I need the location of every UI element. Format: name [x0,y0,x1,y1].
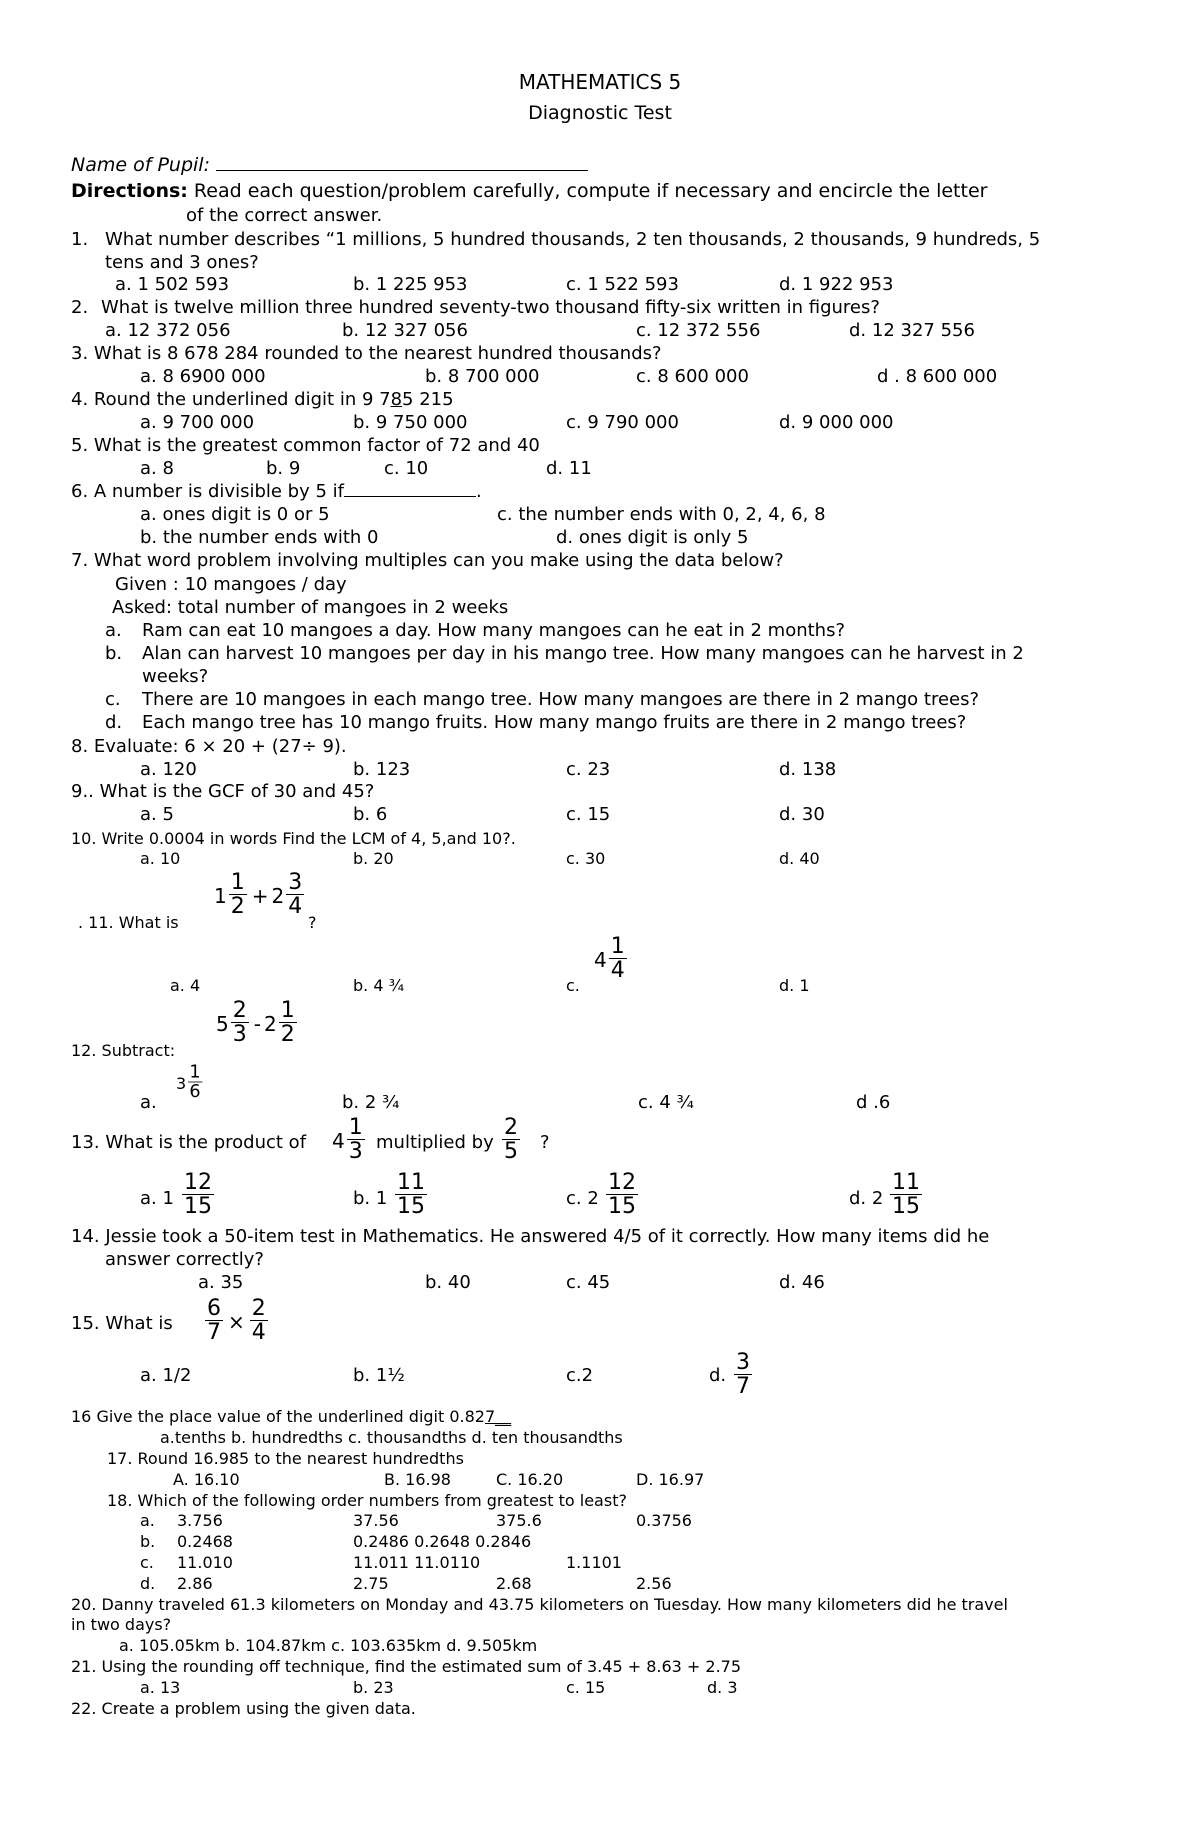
q3-text: 3. What is 8 678 284 rounded to the nearest hundred thousands? [71,343,662,364]
q1-option-c[interactable]: c. 1 522 593 [566,274,679,295]
q9-option-b[interactable]: b. 6 [353,804,388,825]
q7-option-a-letter[interactable]: a. [105,620,122,641]
q4-option-c[interactable]: c. 9 790 000 [566,412,679,433]
q18-text: 18. Which of the following order numbers from greatest to least? [107,1491,627,1510]
q7-option-b-letter[interactable]: b. [105,643,123,664]
q18-row-c-label[interactable]: c. [140,1553,154,1572]
q13-option-b[interactable]: b. 1 [353,1188,388,1209]
q6-text [71,481,482,503]
q3-option-d[interactable]: d . 8 600 000 [877,366,998,387]
q12-option-c[interactable]: c. 4 ¾ [638,1092,694,1113]
q17-text: 17. Round 16.985 to the nearest hundredths [107,1449,464,1468]
q11-text: . 11. What is [78,913,179,932]
q21-option-c[interactable]: c. 15 [566,1678,606,1697]
directions-label: Directions: [71,180,188,202]
q7-asked: Asked: total number of mangoes in 2 weeks [112,597,509,618]
q12-option-a[interactable]: a. [140,1092,157,1113]
q17-option-d[interactable]: D. 16.97 [636,1470,705,1489]
q18-row-b-v1: 0.2468 [177,1532,233,1551]
q2-option-d[interactable]: d. 12 327 556 [849,320,975,341]
q5-option-c[interactable]: c. 10 [384,458,429,479]
q10-option-a[interactable]: a. 10 [140,849,181,868]
q7-given: Given : 10 mangoes / day [115,574,347,595]
q11-c-fraction: $\frac{1}{4}$ [610,934,625,983]
q8-option-a[interactable]: a. 120 [140,759,197,780]
q12-whole-2: 2 [263,1011,277,1036]
q20-options[interactable]: a. 105.05km b. 104.87km c. 103.635km d. 9.505km [119,1636,538,1655]
q21-option-a[interactable]: a. 13 [140,1678,181,1697]
q18-row-a-v1: 3.756 [177,1511,223,1530]
q18-row-a-label[interactable]: a. [140,1511,155,1530]
q11-option-b[interactable]: b. 4 ¾ [353,976,405,995]
q15-option-a[interactable]: a. 1/2 [140,1365,192,1386]
q11-whole-2: 2 [271,883,285,908]
q8-option-d[interactable]: d. 138 [779,759,837,780]
q6-option-c[interactable]: c. the number ends with 0, 2, 4, 6, 8 [497,504,826,525]
q7-option-c-letter[interactable]: c. [105,689,121,710]
q21-option-d[interactable]: d. 3 [707,1678,738,1697]
q1-text-2: tens and 3 ones? [105,252,259,273]
q11-c-whole: 4 [594,947,607,972]
q13-option-d[interactable]: d. 2 [849,1188,884,1209]
q4-text-post: 5 215 [402,389,454,410]
q20-text-2: in two days? [71,1615,172,1634]
q15-operator: × [228,1309,245,1334]
q14-option-c[interactable]: c. 45 [566,1272,611,1293]
directions-line-2: of the correct answer. [186,205,383,226]
q13-d-frac: $\frac{11}{15}$ [892,1170,920,1219]
page-title: MATHEMATICS 5 [518,70,682,94]
q15-option-d[interactable]: d. [709,1365,727,1386]
q13-option-d-fraction[interactable] [888,1172,924,1219]
q18-row-d-v3: 2.68 [496,1574,532,1593]
q20-text-1: 20. Danny traveled 61.3 kilometers on Monday and 43.75 kilometers on Tuesday. How many kilometers did he travel [71,1595,1008,1614]
q7-option-d[interactable]: Each mango tree has 10 mango fruits. How many mango fruits are there in 2 mango trees? [142,712,967,733]
q9-option-c[interactable]: c. 15 [566,804,611,825]
q16-text-pre: 16 Give the place value of the underlined digit 0.82 [71,1407,485,1426]
q15-f1: $\frac{6}{7}$ [207,1296,221,1345]
q10-option-c[interactable]: c. 30 [566,849,606,868]
q16-text [71,1406,511,1428]
name-blank-line[interactable] [216,170,588,171]
q18-row-a-v2: 37.56 [353,1511,399,1530]
q11-option-a[interactable]: a. 4 [170,976,201,995]
q12-a-fraction: $\frac{1}{6}$ [189,1062,201,1102]
q11-question-mark: ? [308,913,317,932]
q12-fraction-1: $\frac{2}{3}$ [232,998,247,1047]
q2-text: What is twelve million three hundred seventy-two thousand fifty-six written in figures? [101,297,880,318]
q13-option-c[interactable]: c. 2 [566,1188,599,1209]
q15-option-d-fraction[interactable] [732,1352,754,1399]
q3-option-a[interactable]: a. 8 6900 000 [140,366,266,387]
q7-option-b[interactable]: Alan can harvest 10 mangoes per day in his mango tree. How many mangoes can he harvest in 2 [142,643,1024,664]
q6-option-b[interactable]: b. the number ends with 0 [140,527,379,548]
q1-number: 1. [71,229,89,250]
q11-option-d[interactable]: d. 1 [779,976,810,995]
q9-text: 9.. What is the GCF of 30 and 45? [71,781,375,802]
q13-b-frac: $\frac{11}{15}$ [397,1170,425,1219]
q6-text-end: . [476,481,482,502]
q12-fraction-2: $\frac{1}{2}$ [280,998,295,1047]
q12-option-a-fraction[interactable] [176,1064,204,1102]
q11-operator: + [251,883,269,908]
q16-underlined-digit: 7__ [484,1407,512,1426]
q2-option-a[interactable]: a. 12 372 056 [105,320,231,341]
q17-option-b[interactable]: B. 16.98 [384,1470,451,1489]
q18-row-c-v1: 11.010 [177,1553,233,1572]
q21-option-b[interactable]: b. 23 [353,1678,394,1697]
q12-text: 12. Subtract: [71,1041,176,1060]
q11-fraction-1: $\frac{1}{2}$ [230,870,245,919]
q18-row-a-v3: 375.6 [496,1511,542,1530]
q17-option-a[interactable]: A. 16.10 [173,1470,240,1489]
q13-option-b-fraction[interactable] [393,1172,429,1219]
q8-option-b[interactable]: b. 123 [353,759,411,780]
q14-option-a[interactable]: a. 35 [198,1272,244,1293]
q15-expression [203,1298,270,1345]
q18-row-c-v2: 11.011 11.0110 [353,1553,481,1572]
q17-option-c[interactable]: C. 16.20 [496,1470,564,1489]
q7-option-a[interactable]: Ram can eat 10 mangoes a day. How many mangoes can he eat in 2 months? [142,620,846,641]
q1-option-a[interactable]: a. 1 502 593 [115,274,230,295]
q8-text: 8. Evaluate: 6 × 20 + (27÷ 9). [71,736,347,757]
q18-row-b-label[interactable]: b. [140,1532,156,1551]
q3-option-b[interactable]: b. 8 700 000 [425,366,540,387]
q15-f2: $\frac{2}{4}$ [251,1296,266,1345]
q18-row-d-v4: 2.56 [636,1574,672,1593]
q13-option-a[interactable]: a. 1 [140,1188,174,1209]
q13-f2: $\frac{2}{5}$ [504,1115,518,1164]
q15-option-c[interactable]: c.2 [566,1365,594,1386]
q13-text-1: 13. What is the product of [71,1132,307,1153]
q2-option-b[interactable]: b. 12 327 056 [342,320,468,341]
name-label: Name of Pupil: [71,154,210,176]
q10-option-b[interactable]: b. 20 [353,849,394,868]
q4-text-pre: 4. Round the underlined digit in 9 7 [71,389,391,410]
q7-option-b-cont[interactable]: weeks? [142,666,209,687]
q4-text [71,389,454,411]
q6-option-d[interactable]: d. ones digit is only 5 [556,527,749,548]
q12-option-d[interactable]: d .6 [856,1092,891,1113]
q13-question-mark: ? [540,1132,550,1153]
q10-text: 10. Write 0.0004 in words Find the LCM of 4, 5,and 10?. [71,829,516,848]
q18-row-d-v2: 2.75 [353,1574,389,1593]
q11-whole-1: 1 [214,883,227,908]
q13-f1-whole: 4 [332,1128,345,1153]
q11-option-c[interactable]: c. [566,976,580,995]
q10-option-d[interactable]: d. 40 [779,849,820,868]
q12-expression [216,1000,299,1047]
q14-text-2: answer correctly? [105,1249,264,1270]
q12-option-b[interactable]: b. 2 ¾ [342,1092,400,1113]
q16-options[interactable]: a.tenths b. hundredths c. thousandths d. ten thousandths [160,1428,623,1447]
q13-fraction-1 [332,1117,367,1164]
q6-answer-blank[interactable] [344,496,476,497]
q13-f1: $\frac{1}{3}$ [348,1115,363,1164]
q18-row-d-label[interactable]: d. [140,1574,156,1593]
q15-option-b[interactable]: b. 1½ [353,1365,405,1386]
q4-option-b[interactable]: b. 9 750 000 [353,412,468,433]
q11-fraction-2: $\frac{3}{4}$ [288,870,303,919]
q1-text-1: What number describes “1 millions, 5 hundred thousands, 2 ten thousands, 2 thousands, 9 hundreds, 5 [105,229,1041,250]
q6-text-main: 6. A number is divisible by 5 if [71,481,344,502]
q6-option-a[interactable]: a. ones digit is 0 or 5 [140,504,330,525]
q15-d-frac: $\frac{3}{7}$ [736,1350,750,1399]
q18-row-c-v4: 1.1101 [566,1553,622,1572]
q14-option-d[interactable]: d. 46 [779,1272,825,1293]
q11-option-c-fraction[interactable] [594,936,629,983]
q2-option-c[interactable]: c. 12 372 556 [636,320,761,341]
directions-text-1: Read each question/problem carefully, compute if necessary and encircle the letter [187,180,988,202]
q18-row-a-v4: 0.3756 [636,1511,692,1530]
q13-c-frac: $\frac{12}{15}$ [608,1170,636,1219]
q14-option-b[interactable]: b. 40 [425,1272,471,1293]
q3-option-c[interactable]: c. 8 600 000 [636,366,749,387]
q13-option-c-fraction[interactable] [604,1172,640,1219]
q8-option-c[interactable]: c. 23 [566,759,611,780]
q4-underlined-digit: 8 [390,389,403,410]
directions-line-1 [71,180,987,202]
q12-a-whole: 3 [176,1073,187,1093]
q7-option-c[interactable]: There are 10 mangoes in each mango tree. How many mangoes are there in 2 mango trees? [142,689,980,710]
q4-option-a[interactable]: a. 9 700 000 [140,412,255,433]
q9-option-a[interactable]: a. 5 [140,804,174,825]
q5-option-b[interactable]: b. 9 [266,458,301,479]
q14-text-1: 14. Jessie took a 50-item test in Mathematics. He answered 4/5 of it correctly. How many items did he [71,1226,990,1247]
q4-option-d[interactable]: d. 9 000 000 [779,412,894,433]
name-of-pupil-row [71,154,588,176]
q13-fraction-2 [500,1117,522,1164]
q5-option-d[interactable]: d. 11 [546,458,592,479]
q11-expression [214,872,306,919]
q9-option-d[interactable]: d. 30 [779,804,825,825]
q22-text: 22. Create a problem using the given data. [71,1699,416,1718]
q1-option-d[interactable]: d. 1 922 953 [779,274,894,295]
q12-whole-1: 5 [216,1011,229,1036]
q5-text: 5. What is the greatest common factor of 72 and 40 [71,435,540,456]
q13-option-a-fraction[interactable] [180,1172,216,1219]
q18-row-d-v1: 2.86 [177,1574,213,1593]
q12-operator: - [253,1011,261,1036]
q5-option-a[interactable]: a. 8 [140,458,174,479]
q13-a-frac: $\frac{12}{15}$ [184,1170,212,1219]
q18-row-b-v2: 0.2486 0.2648 0.2846 [353,1532,532,1551]
q21-text: 21. Using the rounding off technique, find the estimated sum of 3.45 + 8.63 + 2.75 [71,1657,742,1676]
q7-text: 7. What word problem involving multiples can you make using the data below? [71,550,784,571]
q1-option-b[interactable]: b. 1 225 953 [353,274,468,295]
q13-text-2: multiplied by [376,1132,494,1153]
q15-text: 15. What is [71,1313,173,1334]
q2-number: 2. [71,297,89,318]
page-subtitle: Diagnostic Test [528,102,672,124]
q7-option-d-letter[interactable]: d. [105,712,123,733]
